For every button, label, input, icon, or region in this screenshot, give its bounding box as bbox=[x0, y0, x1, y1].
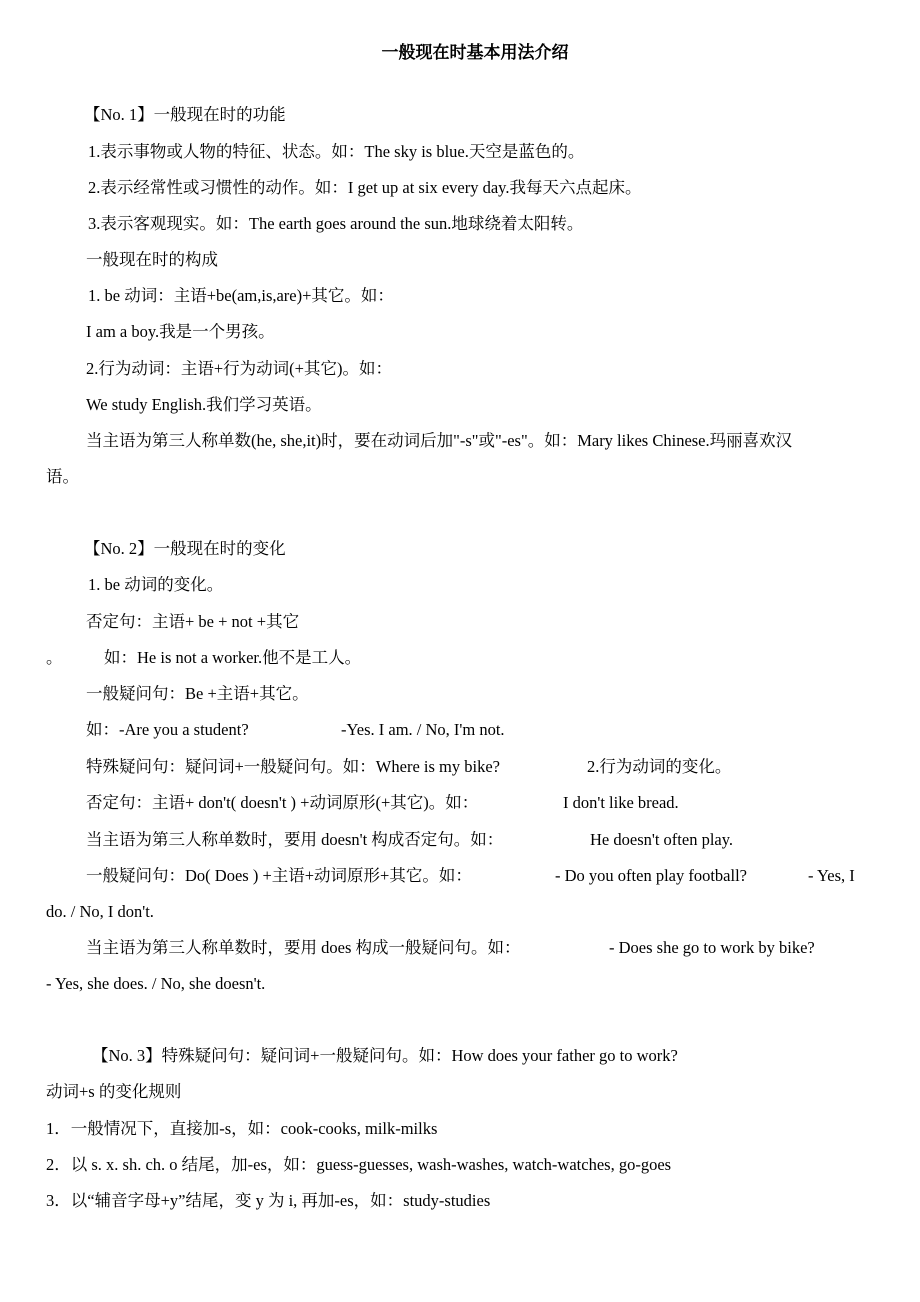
text-line: 否定句：主语+ be + not +其它 bbox=[86, 612, 300, 631]
text-line: 2.表示经常性或习惯性的动作。如：I get up at six every day.我每天六点起床。 bbox=[88, 178, 642, 197]
text-line: 1. be 动词的变化。 bbox=[88, 575, 224, 594]
text-line: 。 bbox=[46, 648, 63, 667]
text-line: 如：He is not a worker.他不是工人。 bbox=[104, 648, 362, 667]
text-line: 如：-Are you a student? bbox=[86, 720, 249, 739]
text-line: 【No. 1】一般现在时的功能 bbox=[84, 105, 286, 124]
text-line: - Does she go to work by bike? bbox=[609, 938, 815, 957]
text-line: 3．以“辅音字母+y”结尾，变 y 为 i, 再加-es，如：study-studies bbox=[46, 1191, 491, 1210]
text-line: I don't like bread. bbox=[563, 793, 679, 812]
text-line: 1. be 动词：主语+be(am,is,are)+其它。如： bbox=[88, 286, 394, 305]
text-line: 1.表示事物或人物的特征、状态。如：The sky is blue.天空是蓝色的。 bbox=[88, 142, 585, 161]
text-line: 动词+s 的变化规则 bbox=[46, 1082, 182, 1101]
text-line: 当主语为第三人称单数(he, she,it)时，要在动词后加"-s"或"-es"。如：Mary likes Chinese.玛丽喜欢汉 bbox=[86, 431, 793, 450]
text-line: 2.行为动词的变化。 bbox=[587, 757, 732, 776]
text-line: 3.表示客观现实。如：The earth goes around the sun.地球绕着太阳转。 bbox=[88, 214, 584, 233]
text-line: 【No. 3】特殊疑问句：疑问词+一般疑问句。如：How does your father go to work? bbox=[92, 1046, 678, 1065]
text-line: 1．一般情况下，直接加-s，如：cook-cooks, milk-milks bbox=[46, 1119, 438, 1138]
text-line: 语。 bbox=[46, 467, 79, 486]
text-line: - Do you often play football? bbox=[555, 866, 747, 885]
text-line: 一般现在时的构成 bbox=[86, 250, 218, 269]
text-line: 否定句：主语+ don't( doesn't ) +动词原形(+其它)。如： bbox=[86, 793, 479, 812]
text-line: 一般疑问句：Do( Does ) +主语+动词原形+其它。如： bbox=[86, 866, 472, 885]
text-line: 当主语为第三人称单数时，要用 doesn't 构成否定句。如： bbox=[86, 830, 504, 849]
text-line: I am a boy.我是一个男孩。 bbox=[86, 322, 275, 341]
text-line: - Yes, I bbox=[808, 866, 855, 885]
text-line: 【No. 2】一般现在时的变化 bbox=[84, 539, 286, 558]
text-line: He doesn't often play. bbox=[590, 830, 734, 849]
text-line: We study English.我们学习英语。 bbox=[86, 395, 322, 414]
text-line: 2.行为动词：主语+行为动词(+其它)。如： bbox=[86, 359, 392, 378]
text-line: do. / No, I don't. bbox=[46, 902, 154, 921]
page-title: 一般现在时基本用法介绍 bbox=[381, 43, 569, 62]
text-line: -Yes. I am. / No, I'm not. bbox=[341, 720, 505, 739]
text-line: - Yes, she does. / No, she doesn't. bbox=[46, 974, 266, 993]
text-line: 2．以 s. x. sh. ch. o 结尾，加-es，如：guess-guesses, wash-washes, watch-watches, go-goes bbox=[46, 1155, 672, 1174]
text-line: 当主语为第三人称单数时，要用 does 构成一般疑问句。如： bbox=[86, 938, 521, 957]
text-line: 一般疑问句：Be +主语+其它。 bbox=[86, 684, 309, 703]
text-line: 特殊疑问句：疑问词+一般疑问句。如：Where is my bike? bbox=[86, 757, 500, 776]
